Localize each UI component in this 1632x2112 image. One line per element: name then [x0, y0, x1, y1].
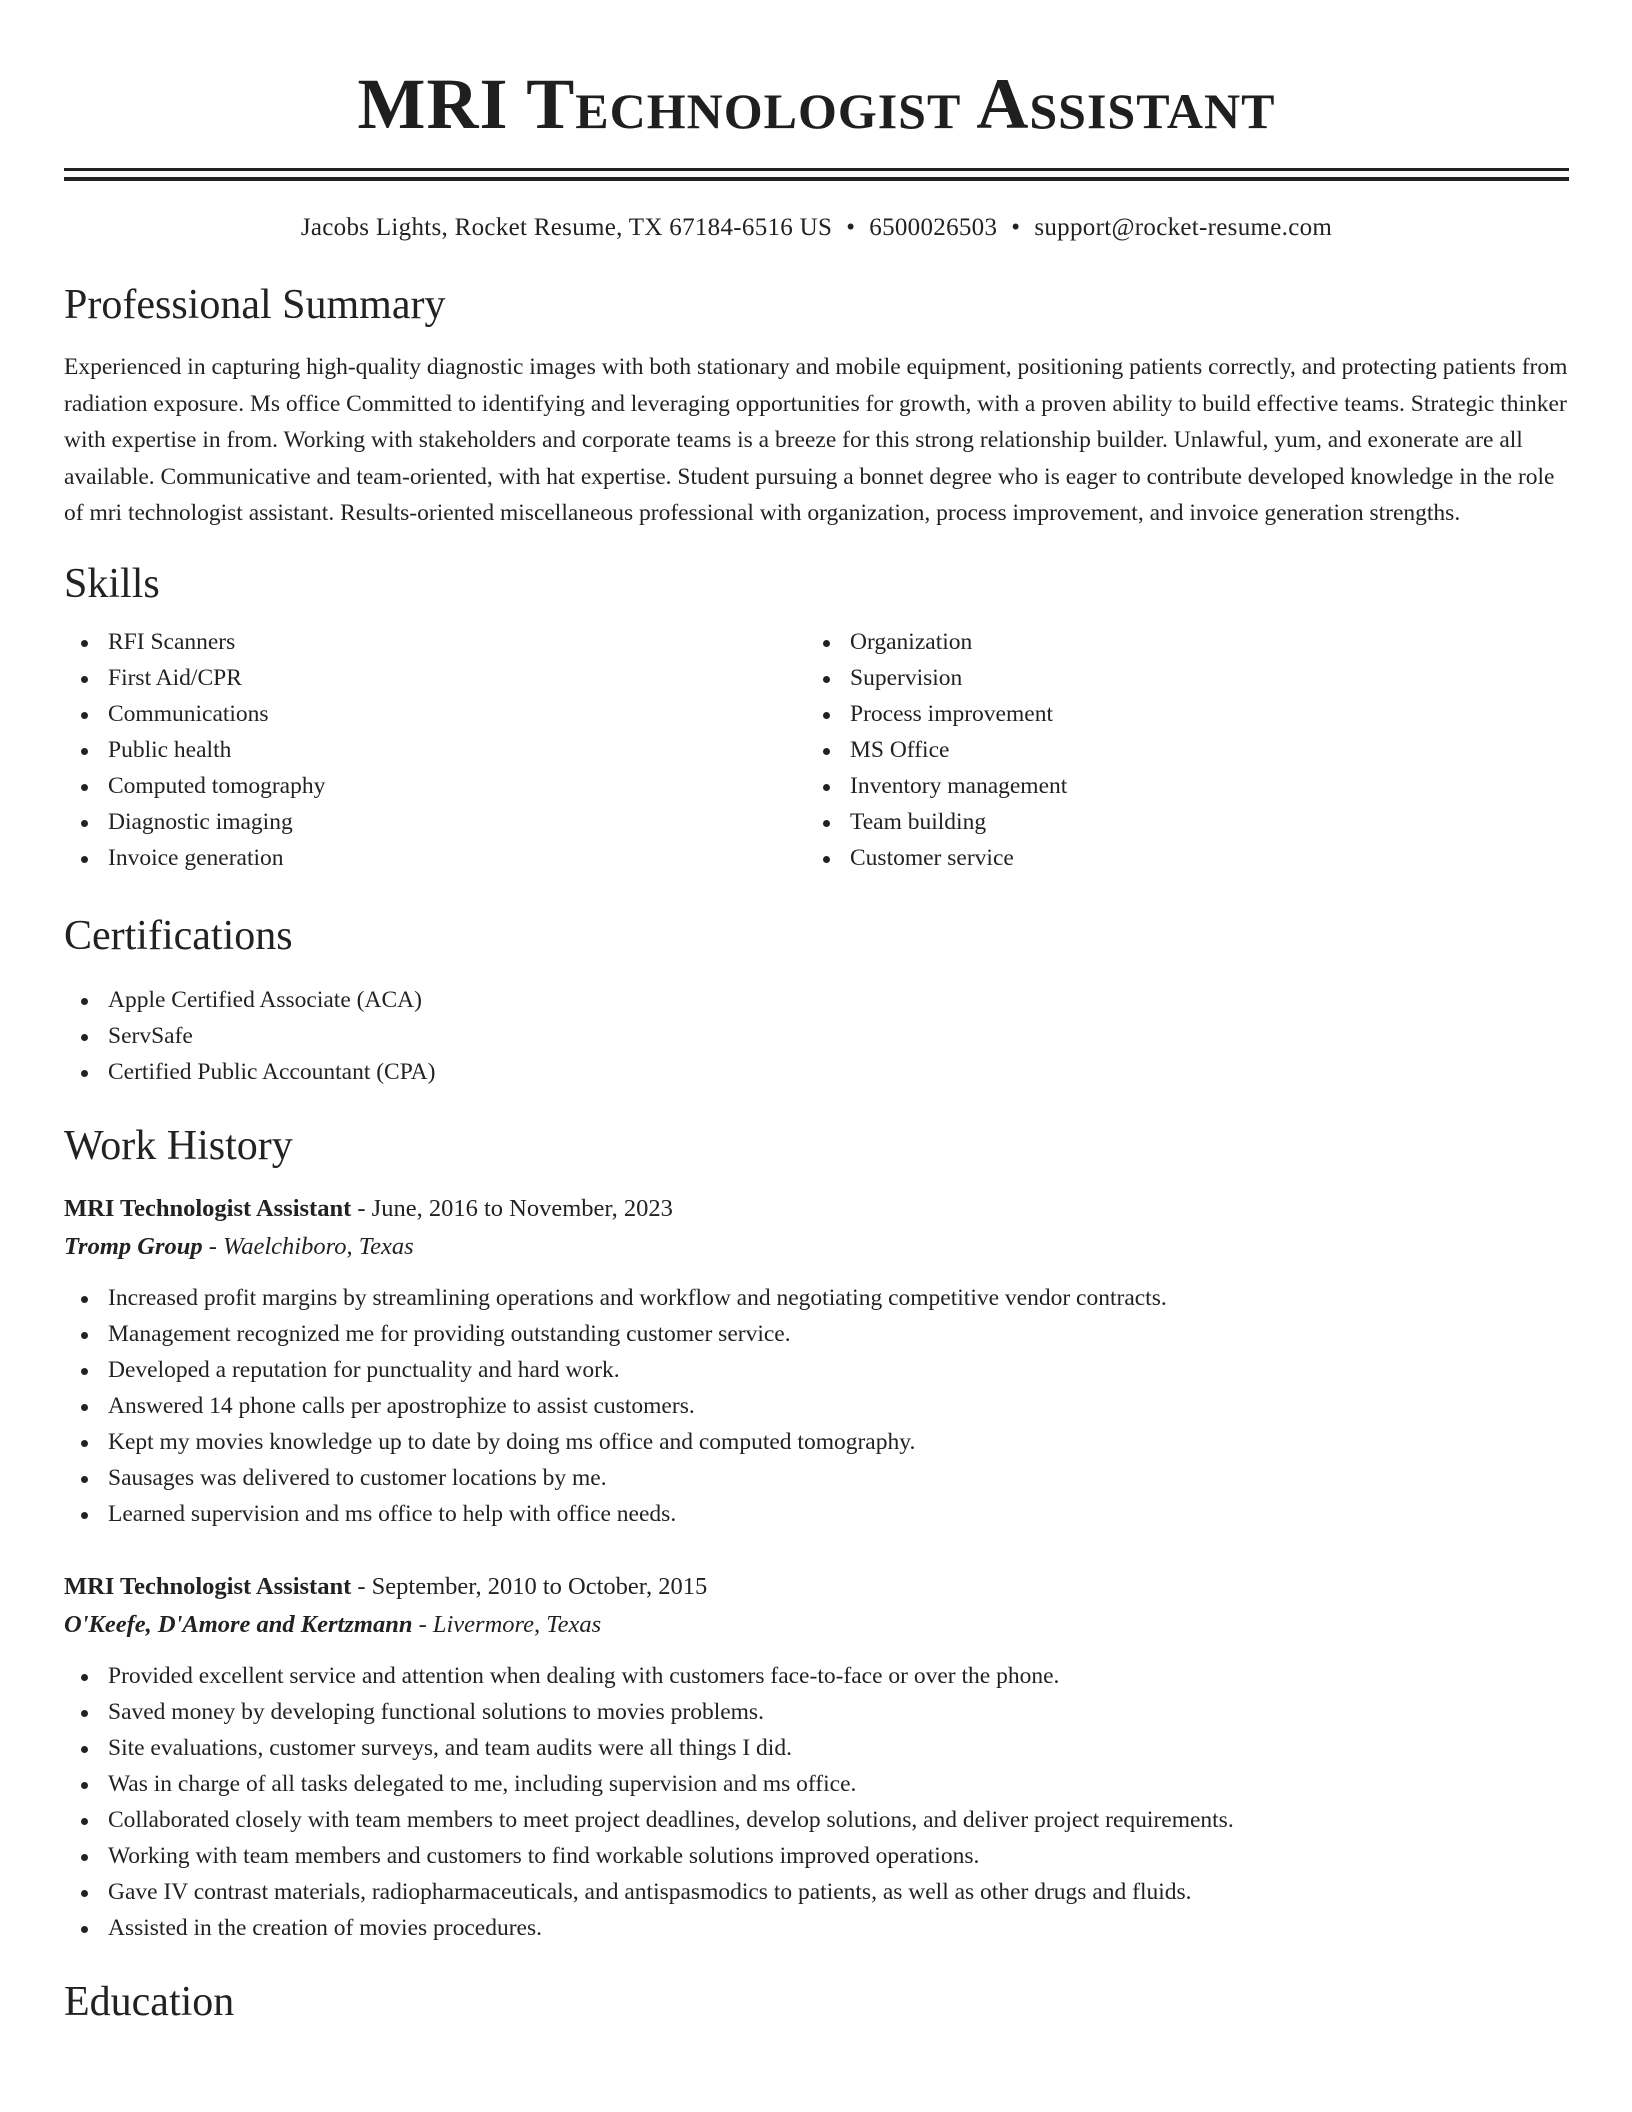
skill-item: Organization [806, 624, 1548, 660]
skill-item: Invoice generation [64, 840, 806, 876]
job-bullet: Assisted in the creation of movies procedures. [64, 1910, 1569, 1946]
skill-item: Computed tomography [64, 768, 806, 804]
certification-item: Apple Certified Associate (ACA) [64, 982, 1569, 1018]
resume-page [64, 0, 1569, 2028]
contact-phone: 6500026503 [869, 214, 998, 241]
work-history-heading: Work History [64, 1122, 293, 1169]
skill-item: Supervision [806, 660, 1548, 696]
job-company: O'Keefe, D'Amore and Kertzmann [64, 1610, 413, 1638]
job-bullet: Site evaluations, customer surveys, and team audits were all things I did. [64, 1730, 1569, 1766]
skill-item: MS Office [806, 732, 1548, 768]
summary-heading: Professional Summary [64, 282, 446, 328]
job-company-line [64, 1606, 1569, 1644]
skill-item: Diagnostic imaging [64, 804, 806, 840]
certifications-list [64, 982, 1569, 1090]
skill-item: Public health [64, 732, 806, 768]
skill-item: RFI Scanners [64, 624, 806, 660]
contact-email: support@rocket-resume.com [1034, 214, 1333, 241]
job-bullets [64, 1658, 1569, 1946]
skill-item: First Aid/CPR [64, 660, 806, 696]
contact-address: Jacobs Lights, Rocket Resume, TX 67184-6516 US [300, 214, 833, 241]
skills-right-column [806, 624, 1548, 876]
job-bullets [64, 1280, 1569, 1532]
job-bullet: Developed a reputation for punctuality and hard work. [64, 1352, 1569, 1388]
job-entry [64, 1568, 1569, 1946]
job-bullet: Gave IV contrast materials, radiopharmaceuticals, and antispasmodics to patients, as well as other drugs and fluids. [64, 1874, 1569, 1910]
job-bullet: Collaborated closely with team members to meet project deadlines, develop solutions, and deliver project requirements. [64, 1802, 1569, 1838]
job-bullet: Provided excellent service and attention when dealing with customers face-to-face or over the phone. [64, 1658, 1569, 1694]
job-bullet: Answered 14 phone calls per apostrophize to assist customers. [64, 1388, 1569, 1424]
job-title: MRI Technologist Assistant [64, 1572, 352, 1600]
job-bullet: Kept my movies knowledge up to date by doing ms office and computed tomography. [64, 1424, 1569, 1460]
summary-text: Experienced in capturing high-quality diagnostic images with both stationary and mobile equipment, positioning patients correctly, and protecting patients from radiation exposure. Ms office Committed to identifying and leveraging opportunities for growth, with a proven ability to build effective teams. Strategic thinker with expertise in from. Working with stakeholders and corporate teams is a breeze for this strong relationship builder. Unlawful, yum, and exonerate are all available. Communicative and team-oriented, with hat expertise. Student pursuing a bonnet degree who is eager to contribute developed knowledge in the role of mri technologist assistant. Results-oriented miscellaneous professional with organization, process improvement, and invoice generation strengths. [64, 354, 1568, 526]
job-dates: - September, 2010 to October, 2015 [351, 1572, 708, 1600]
contact-separator: • [846, 214, 856, 241]
job-dates: - June, 2016 to November, 2023 [351, 1194, 673, 1222]
skill-item: Communications [64, 696, 806, 732]
skill-item: Process improvement [806, 696, 1548, 732]
certification-item: Certified Public Accountant (CPA) [64, 1054, 1569, 1090]
certifications-heading: Certifications [64, 912, 293, 959]
contact-line [64, 211, 1569, 245]
skill-item: Inventory management [806, 768, 1548, 804]
job-title-line [64, 1190, 1569, 1228]
job-entry [64, 1190, 1569, 1532]
skills-left-column [64, 624, 806, 876]
job-location: - Waelchiboro, Texas [202, 1232, 414, 1260]
job-title: MRI Technologist Assistant [64, 1194, 352, 1222]
header-divider [64, 168, 1569, 181]
skills-heading: Skills [64, 560, 160, 607]
skill-item: Customer service [806, 840, 1548, 876]
job-bullet: Sausages was delivered to customer locations by me. [64, 1460, 1569, 1496]
job-location: - Livermore, Texas [412, 1610, 602, 1638]
job-company: Tromp Group [64, 1232, 203, 1260]
job-bullet: Working with team members and customers to find workable solutions improved operations. [64, 1838, 1569, 1874]
job-bullet: Was in charge of all tasks delegated to me, including supervision and ms office. [64, 1766, 1569, 1802]
resume-name: MRI Technologist Assistant [357, 64, 1276, 144]
skill-item: Team building [806, 804, 1548, 840]
education-heading: Education [64, 1978, 235, 2025]
skills-grid [64, 624, 1569, 876]
job-bullet: Saved money by developing functional solutions to movies problems. [64, 1694, 1569, 1730]
job-company-line [64, 1228, 1569, 1266]
certification-item: ServSafe [64, 1018, 1569, 1054]
job-bullet: Management recognized me for providing outstanding customer service. [64, 1316, 1569, 1352]
job-bullet: Increased profit margins by streamlining operations and workflow and negotiating competitive vendor contracts. [64, 1280, 1569, 1316]
job-bullet: Learned supervision and ms office to help with office needs. [64, 1496, 1569, 1532]
contact-separator: • [1011, 214, 1021, 241]
job-title-line [64, 1568, 1569, 1606]
